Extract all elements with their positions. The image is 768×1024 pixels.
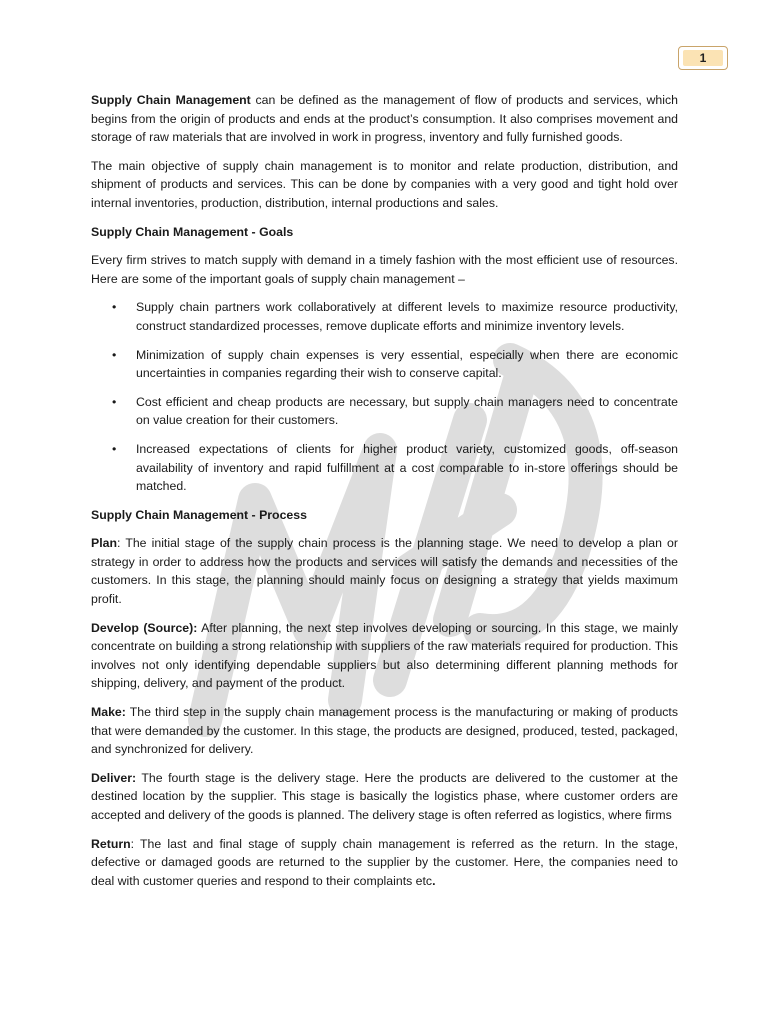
goal-item xyxy=(91,298,678,335)
bullet-icon: • xyxy=(112,441,117,456)
stage-label: Make: xyxy=(91,705,126,720)
process-stage-develop xyxy=(91,619,678,693)
stage-label: Plan xyxy=(91,536,117,551)
process-stage-plan xyxy=(91,534,678,608)
goals-list xyxy=(91,298,678,495)
goal-item xyxy=(91,440,678,496)
page-number: 1 xyxy=(683,50,723,66)
bullet-icon: • xyxy=(112,300,117,315)
intro-term: Supply Chain Management xyxy=(91,93,251,107)
goal-text: Minimization of supply chain expenses is very essential, especially when there are economic uncertainties in companies regarding their wish to conserve capital. xyxy=(136,347,678,381)
bullet-icon: • xyxy=(112,347,117,362)
objective-paragraph: The main objective of supply chain management is to monitor and relate production, distribution, and shipment of products and services. This can be done by companies with a very good and tight hold over internal inventories, production, distribution, internal productions and sales. xyxy=(91,158,678,210)
process-stage-deliver xyxy=(91,769,678,825)
process-stage-make xyxy=(91,703,678,759)
stage-text: The third step in the supply chain management process is the manufacturing or making of products that were demanded by the customer. In this stage, the products are designed, produced, tested, packaged, and synchronized for delivery. xyxy=(91,705,678,757)
page-number-badge xyxy=(678,46,728,70)
stage-text: After planning, the next step involves developing or sourcing. In this stage, we mainly concentrate on building a strong relationship with suppliers of the raw materials required for production. This involves not only identifying dependable suppliers but also determining different planning methods for shipping, delivery, and payment of the product. xyxy=(91,620,678,691)
intro-text: can be defined as the management of flow of products and services, which begins from the origin of products and ends at the product’s consumption. It also comprises movement and storage of raw materials that are involved in work in progress, inventory and fully furnished goods. xyxy=(91,93,678,145)
stage-text: The fourth stage is the delivery stage. Here the products are delivered to the customer at the destined location by the supplier. This stage is basically the logistics phase, where customer orders are accepted and delivery of the goods is planned. The delivery stage is often referred as logistics, where firms xyxy=(91,770,678,822)
stage-label: Develop (Source): xyxy=(91,620,198,635)
stage-text: The initial stage of the supply chain process is the planning stage. We need to develop a plan or strategy in order to address how the products and services will satisfy the demands and necessities of the customers. In this stage, the planning should mainly focus on designing a strategy that yields maximum profit. xyxy=(91,536,678,607)
bullet-icon: • xyxy=(112,394,117,409)
goal-item xyxy=(91,393,678,430)
goals-heading: Supply Chain Management - Goals xyxy=(91,224,294,239)
document-body xyxy=(91,91,678,900)
process-heading: Supply Chain Management - Process xyxy=(91,507,307,522)
stage-text: The last and final stage of supply chain management is referred as the return. In the stage, defective or damaged goods are returned to the supplier by the customer. Here, the companies need to deal with customer queries and respond to their complaints etc xyxy=(91,836,678,888)
stage-label: Deliver: xyxy=(91,770,137,785)
goal-text: Supply chain partners work collaboratively at different levels to maximize resource productivity, construct standardized processes, remove duplicate efforts and minimize inventory levels. xyxy=(136,300,678,333)
goal-text: Cost efficient and cheap products are necessary, but supply chain managers need to concentrate on value creation for their customers. xyxy=(136,394,678,428)
process-stage-return xyxy=(91,835,678,891)
goal-item xyxy=(91,346,678,383)
stage-label: Return xyxy=(91,836,131,851)
stage-separator: : xyxy=(116,536,126,551)
goals-intro-paragraph: Every firm strives to match supply with demand in a timely fashion with the most efficient use of resources. Here are some of the important goals of supply chain management – xyxy=(91,253,678,286)
intro-paragraph xyxy=(91,91,678,147)
stage-separator: : xyxy=(130,836,141,851)
stage-end-mark: . xyxy=(432,873,436,888)
goal-text: Increased expectations of clients for higher product variety, customized goods, off-season availability of inventory and rapid fulfillment at a cost comparable to in-store offerings should be matched. xyxy=(136,441,678,494)
